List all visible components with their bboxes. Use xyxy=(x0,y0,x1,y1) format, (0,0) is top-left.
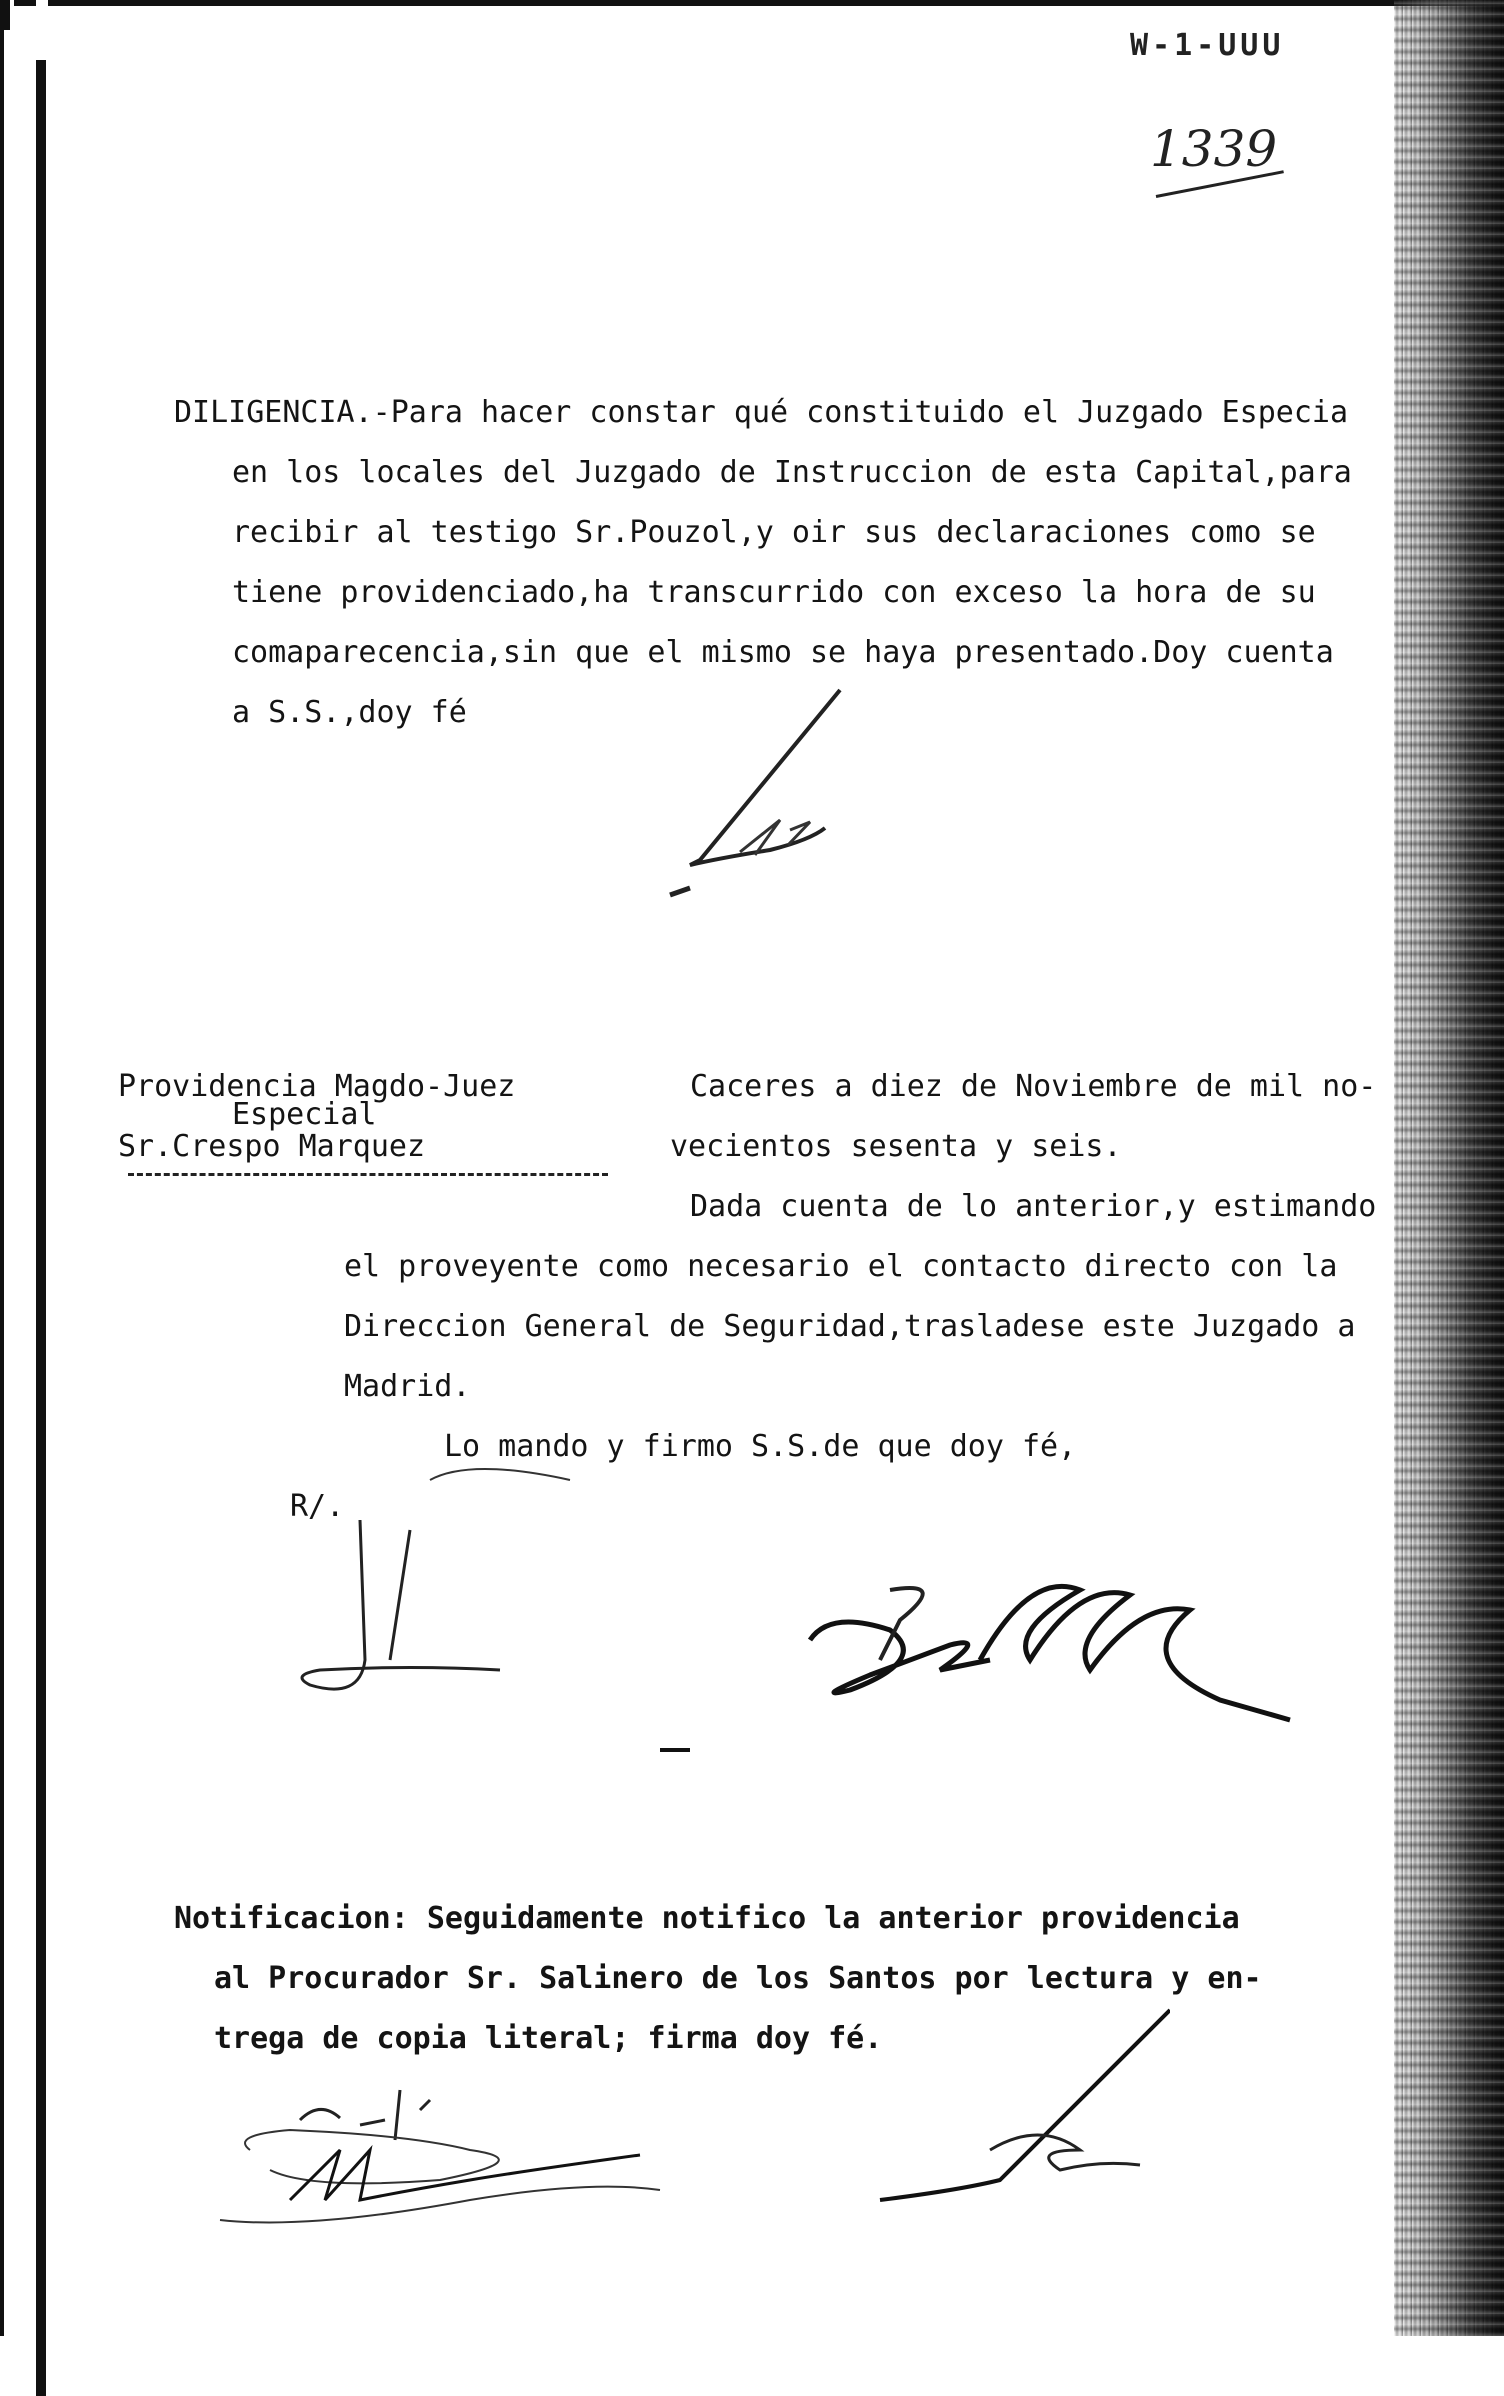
diligencia-line: en los locales del Juzgado de Instruccion de esta Capital,para xyxy=(232,455,1352,490)
notificacion-line: al Procurador Sr. Salinero de los Santos por lectura y en- xyxy=(214,1961,1262,1996)
diligencia-line: recibir al testigo Sr.Pouzol,y oir sus declaraciones como se xyxy=(232,515,1316,550)
providencia-margin-line: Sr.Crespo Marquez xyxy=(118,1129,426,1164)
scan-left-edge xyxy=(0,0,14,2336)
providencia-margin-line: Especial xyxy=(232,1097,377,1132)
notificacion-line: trega de copia literal; firma doy fé. xyxy=(214,2021,883,2056)
providencia-line: Madrid. xyxy=(344,1369,471,1404)
providencia-line: Caceres a diez de Noviembre de mil no- xyxy=(690,1069,1377,1104)
diligencia-line: comaparecencia,sin que el mismo se haya presentado.Doy cuenta xyxy=(232,635,1334,670)
providencia-line: vecientos sesenta y seis. xyxy=(670,1129,1122,1164)
archive-mark: W-1-UUU xyxy=(1130,28,1285,63)
providencia-line: Dada cuenta de lo anterior,y estimando xyxy=(690,1189,1377,1224)
signature-procurador xyxy=(210,2080,690,2240)
scan-binding-line xyxy=(36,0,48,2336)
diligencia-line: a S.S.,doy fé xyxy=(232,695,467,730)
scan-right-shadow xyxy=(1394,0,1504,2336)
signature-secretary-2 xyxy=(840,2000,1170,2240)
signature-judge xyxy=(290,1460,1340,1790)
providencia-line: el proveyente como necesario el contacto directo con la xyxy=(344,1249,1338,1284)
scan-top-edge xyxy=(0,0,1504,6)
margin-separator xyxy=(128,1173,608,1176)
providencia-line: Direccion General de Seguridad,trasladese este Juzgado a xyxy=(344,1309,1356,1344)
diligencia-line: tiene providenciado,ha transcurrido con exceso la hora de su xyxy=(232,575,1316,610)
signature-secretary-1 xyxy=(660,680,880,920)
folio-number: 1339 xyxy=(1150,120,1278,178)
rubric-note: R/. xyxy=(290,1489,345,1524)
diligencia-line: DILIGENCIA.-Para hacer constar qué constituido el Juzgado Especia xyxy=(174,395,1348,430)
providencia-line: Lo mando y firmo S.S.de que doy fé, xyxy=(444,1429,1077,1464)
providencia-margin-line: Providencia Magdo-Juez xyxy=(118,1069,516,1104)
notificacion-line: Notificacion: Seguidamente notifico la anterior providencia xyxy=(174,1901,1240,1936)
